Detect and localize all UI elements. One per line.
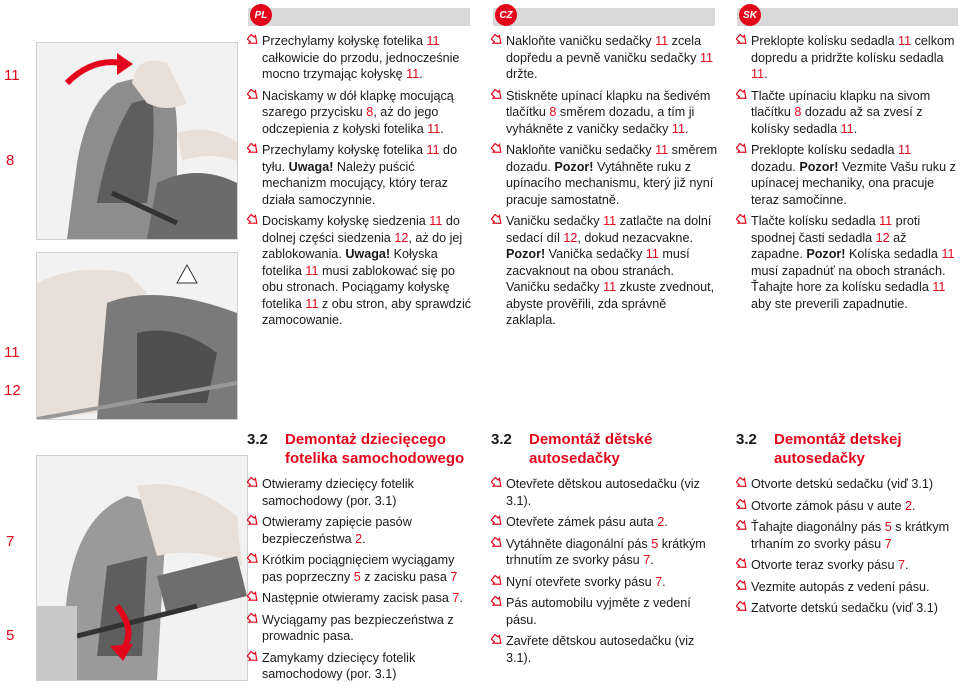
instruction-text: . [419, 67, 423, 81]
instruction-text: . [440, 121, 444, 136]
instruction-text: celkom dopredu a pridržte kolísku sedadla [751, 34, 955, 65]
instruction-item [736, 142, 958, 208]
warning-word: Pozor! [799, 159, 839, 174]
instruction-item [491, 213, 719, 329]
part-number: 7 [643, 553, 651, 567]
part-number: 2 [657, 515, 665, 529]
bullet-arrow-icon [247, 477, 259, 489]
part-number: 11 [426, 143, 440, 157]
instruction-text: . [912, 498, 916, 513]
bullet-arrow-icon [491, 214, 503, 226]
part-number: 11 [406, 67, 420, 81]
bullet-arrow-icon [736, 601, 748, 613]
bullet-arrow-icon [736, 477, 748, 489]
part-number: 7 [897, 558, 905, 572]
part-number: 11 [426, 34, 440, 48]
instruction-text: Otwieramy zapięcie pasów bezpieczeństwa [262, 515, 412, 546]
header-bar-pl [248, 8, 470, 26]
part-number: 11 [603, 214, 617, 228]
instruction-text: Otvorte teraz svorky pásu [751, 558, 898, 572]
instruction-item [247, 514, 472, 547]
bullet-arrow-icon [491, 515, 503, 527]
cz-bottom-column [491, 430, 719, 671]
instruction-text: z obu stron, aby sprawdzić zamocowanie. [262, 296, 472, 327]
instruction-text: Vezmite Vašu ruku z upínacej mechaniky, ona pracuje teraz samočinne. [751, 159, 956, 207]
lang-badge-pl: PL [250, 4, 272, 26]
part-number: 8 [794, 105, 802, 119]
bullet-arrow-icon [247, 613, 259, 625]
section-number: 3.2 [247, 431, 268, 448]
section-title-text: Demontaż dziecięcego fotelika samochodowego [285, 431, 465, 467]
instruction-item [247, 88, 472, 138]
instruction-text: krátkým trhnutím ze svorky pásu [506, 536, 706, 567]
instruction-item [491, 88, 719, 138]
instruction-text: Krótkim pociągnięciem wyciągamy pas poprzeczny [262, 553, 455, 584]
instruction-text: do dolnej części siedzenia [262, 214, 460, 245]
instruction-item [247, 590, 472, 607]
bullet-arrow-icon [491, 537, 503, 549]
section-title-text: Demontáž detskej autosedačky [774, 431, 902, 467]
instruction-text: Tlačte kolísku sedadla [751, 214, 880, 228]
instruction-text: Dociskamy kołyskę siedzenia [262, 214, 430, 228]
instruction-item [247, 612, 472, 645]
instruction-item [736, 557, 958, 574]
part-number: 11 [671, 121, 685, 136]
instruction-text: Otwieramy dziecięcy fotelik samochodowy (por. 3.1) [262, 477, 414, 508]
bullet-arrow-icon [247, 515, 259, 527]
part-number: 8 [366, 105, 374, 119]
instruction-item [736, 519, 958, 552]
instruction-text: Otevřete zámek pásu auta [506, 515, 658, 529]
part-number: 11 [898, 34, 912, 48]
instruction-text: směrem dozadu, a tím ji vyhákněte z vaničky sedačky [506, 105, 695, 136]
part-number: 5 [353, 569, 361, 584]
part-number: 11 [941, 247, 955, 261]
instruction-text: aby ste preverili zapadnutie. [751, 296, 908, 311]
lang-badge-cz: CZ [495, 4, 517, 26]
instruction-text: Otvorte zámok pásu v aute [751, 498, 905, 513]
instruction-text: musí zacvaknout na obou stranách. Vaničku sedačky [506, 247, 690, 294]
instruction-item [491, 574, 719, 591]
bullet-arrow-icon [736, 34, 748, 46]
sk-bottom-list [736, 476, 958, 617]
part-number: 12 [875, 230, 890, 245]
bullet-arrow-icon [491, 596, 503, 608]
bullet-arrow-icon [491, 143, 503, 155]
instruction-text: Kołyska fotelika [262, 247, 438, 278]
instruction-item [247, 142, 472, 208]
instruction-text: Przechylamy kołyskę fotelika [262, 143, 427, 157]
instruction-text: Nakloňte vaničku sedačky [506, 34, 656, 48]
instruction-text: proti spodnej časti sedadla [751, 214, 921, 245]
bullet-arrow-icon [247, 143, 259, 155]
instruction-text: musi zablokować się po obu stronach. Pociągamy kołyskę fotelika [262, 263, 455, 311]
instruction-item [736, 33, 958, 83]
bullet-arrow-icon [736, 558, 748, 570]
instruction-text: Zatvorte detskú sedačku (viď 3.1) [751, 601, 938, 615]
warning-word: Uwaga! [345, 247, 391, 261]
instruction-text: Tlačte upínaciu klapku na sivom tlačítku [751, 88, 931, 119]
instruction-text: Kolíska sedadla [845, 247, 942, 261]
instruction-text: z zacisku pasa [360, 569, 451, 584]
instruction-text: zatlačte na dolní sedací díl [506, 214, 712, 245]
part-number: 11 [898, 143, 912, 157]
part-number: 12 [563, 230, 578, 245]
photo-remove-seat [36, 455, 248, 681]
instruction-item [736, 476, 958, 493]
instruction-text: Zamykamy dziecięcy fotelik samochodowy (por. 3.1) [262, 650, 416, 681]
section-title-sk [736, 430, 958, 468]
instruction-text: Ťahajte diagonálny pás [751, 520, 885, 534]
instruction-text: , dokud nezacvakne. [577, 230, 693, 245]
part-number: 11 [932, 280, 946, 294]
instruction-text: Vytáhněte diagonální pás [506, 536, 652, 551]
photo-tilt-seat [36, 42, 238, 240]
photo-lock-seat [36, 252, 238, 420]
bullet-arrow-icon [491, 575, 503, 587]
section-title-text: Demontáž dětské autosedačky [529, 431, 653, 467]
instruction-text: Vytáhněte ruku z upínacího mechanismu, který již nyní pracuje samostatně. [506, 159, 714, 207]
instruction-text: Otevřete dětskou autosedačku (viz 3.1). [506, 477, 700, 508]
instruction-item [247, 476, 472, 509]
instruction-text: Otvorte detskú sedačku (viď 3.1) [751, 477, 934, 491]
instruction-text: . [664, 515, 668, 529]
instruction-text: Nakloňte vaničku sedačky [506, 143, 656, 157]
instruction-text: držte. [506, 67, 538, 81]
part-number: 7 [884, 536, 892, 551]
bullet-arrow-icon [247, 214, 259, 226]
instruction-text: . [853, 121, 858, 136]
section-number: 3.2 [736, 431, 757, 448]
bullet-arrow-icon [247, 591, 259, 603]
cz-bottom-list [491, 476, 719, 666]
instruction-text: zcela dopředu a pevně vaničku sedačky [506, 34, 702, 65]
bullet-arrow-icon [247, 89, 259, 101]
instruction-text: Naciskamy w dół klapkę mocującą szarego przycisku [262, 88, 454, 119]
instruction-text: do tyłu. [262, 143, 458, 174]
part-number: 7 [655, 574, 663, 589]
instruction-text: zkuste zvednout, abyste prověřili, zda správně zaklapla. [506, 280, 715, 327]
instruction-text: . [362, 531, 366, 546]
instruction-item [736, 498, 958, 515]
part-number: 11 [699, 50, 714, 65]
instruction-text: s krátkym trhaním zo svorky pásu [751, 520, 950, 551]
part-number: 8 [549, 105, 557, 119]
instruction-text: Należy puścić mechanizm mocujący, który teraz działa samoczynnie. [262, 159, 448, 207]
instruction-text: dozadu. [751, 159, 800, 174]
cz-top-column [491, 33, 719, 334]
part-number: 12 [394, 230, 409, 245]
section-number: 3.2 [491, 431, 512, 448]
instruction-text: až zapadne. [751, 230, 907, 261]
part-number: 11 [305, 296, 319, 311]
instruction-item [247, 650, 472, 683]
bullet-arrow-icon [491, 477, 503, 489]
bullet-arrow-icon [736, 214, 748, 226]
label-11-top: 11 [4, 67, 20, 84]
instruction-text: Następnie otwieramy zacisk pasa [262, 591, 453, 605]
instruction-item [491, 142, 719, 208]
pl-top-column [247, 33, 472, 334]
section-title-cz [491, 430, 719, 468]
instruction-text: směrem dozadu. [506, 143, 718, 174]
part-number: 11 [655, 143, 669, 157]
instruction-text: całkowicie do przodu, jednocześnie mocno trzymając kołyskę [262, 50, 460, 81]
bullet-arrow-icon [736, 499, 748, 511]
header-bar-cz [493, 8, 715, 26]
instruction-text: . [650, 553, 654, 567]
bullet-arrow-icon [247, 651, 259, 663]
label-5: 5 [6, 627, 15, 644]
instruction-item [736, 600, 958, 617]
warning-word: Pozor! [506, 247, 546, 261]
instruction-item [247, 33, 472, 83]
instruction-text: Nyní otevřete svorky pásu [506, 574, 656, 589]
instruction-item [736, 88, 958, 138]
bullet-arrow-icon [736, 89, 748, 101]
instruction-item [736, 579, 958, 596]
instruction-text: Vezmite autopás z vedení pásu. [751, 579, 930, 594]
instruction-text: , aż do jej zablokowania. [262, 230, 463, 261]
part-number: 2 [905, 498, 913, 513]
instruction-text: Przechylamy kołyskę fotelika [262, 34, 427, 48]
warning-word: Pozor! [806, 247, 846, 261]
instruction-text: dozadu až sa zvesí z kolísky sedadla [751, 105, 923, 136]
instruction-text: , aż do jego odczepienia z kołyski fotelika [262, 105, 439, 136]
bullet-arrow-icon [491, 34, 503, 46]
part-number: 7 [450, 569, 458, 584]
instruction-text: Pás automobilu vyjměte z vedení pásu. [506, 596, 691, 627]
instruction-text: Zavřete dětskou autosedačku (viz 3.1). [506, 634, 695, 665]
part-number: 11 [751, 67, 765, 81]
instruction-text: Stiskněte upínací klapku na šedivém tlačítku [506, 88, 711, 119]
warning-word: Uwaga! [288, 159, 334, 174]
label-7: 7 [6, 533, 15, 550]
bullet-arrow-icon [247, 34, 259, 46]
part-number: 11 [645, 247, 659, 261]
pl-bottom-list [247, 476, 472, 683]
bullet-arrow-icon [736, 520, 748, 532]
instruction-item [491, 536, 719, 569]
part-number: 11 [879, 214, 893, 228]
bullet-arrow-icon [491, 89, 503, 101]
instruction-text: Vaničku sedačky [506, 214, 604, 228]
pl-bottom-column [247, 430, 472, 688]
instruction-item [491, 595, 719, 628]
part-number: 7 [452, 591, 460, 605]
part-number: 11 [603, 280, 617, 294]
instruction-text: . [459, 591, 463, 605]
bullet-arrow-icon [491, 634, 503, 646]
part-number: 11 [427, 121, 441, 136]
instruction-item [491, 633, 719, 666]
part-number: 11 [655, 34, 669, 48]
bullet-arrow-icon [736, 143, 748, 155]
instruction-text: Preklopte kolísku sedadla [751, 34, 899, 48]
instruction-item [247, 552, 472, 585]
sk-top-column [736, 33, 958, 317]
instruction-item [247, 213, 472, 329]
instruction-item [736, 213, 958, 312]
instruction-text: . [662, 574, 666, 589]
instruction-text: Vanička sedačky [545, 247, 646, 261]
bullet-arrow-icon [736, 580, 748, 592]
instruction-text: . [905, 558, 909, 572]
section-title-pl [247, 430, 472, 468]
part-number: 5 [651, 536, 659, 551]
label-11-mid: 11 [4, 344, 20, 361]
sk-bottom-column [736, 430, 958, 622]
instruction-text: . [684, 121, 689, 136]
part-number: 11 [840, 121, 854, 136]
header-bar-sk [737, 8, 958, 26]
bullet-arrow-icon [247, 553, 259, 565]
part-number: 5 [884, 520, 892, 534]
instruction-text: . [764, 67, 768, 81]
instruction-text: Preklopte kolísku sedadla [751, 143, 899, 157]
instruction-item [491, 476, 719, 509]
part-number: 2 [355, 531, 363, 546]
instruction-item [491, 514, 719, 531]
label-8: 8 [6, 152, 15, 169]
label-12: 12 [4, 382, 21, 399]
part-number: 11 [429, 214, 443, 228]
instruction-text: Wyciągamy pas bezpieczeństwa z prowadnic pasa. [262, 612, 454, 643]
warning-word: Pozor! [554, 159, 594, 174]
instruction-text: musí zapadnúť na oboch stranách. Ťahajte hore za kolísku sedadla [751, 263, 946, 294]
instruction-item [491, 33, 719, 83]
part-number: 11 [305, 263, 319, 278]
lang-badge-sk: SK [739, 4, 761, 26]
